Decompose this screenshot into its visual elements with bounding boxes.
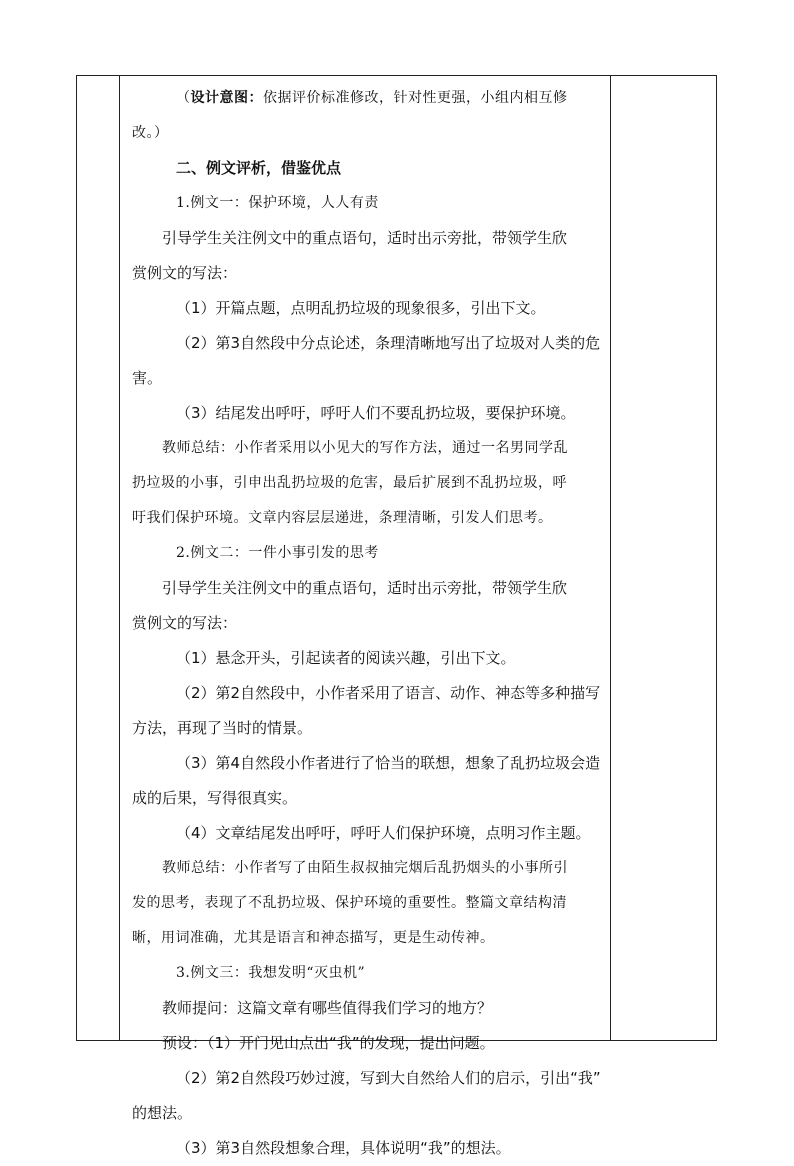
table-column-divider-right xyxy=(610,76,611,1040)
text-line: （1）悬念开头，引起读者的阅读兴趣，引出下文。 xyxy=(176,649,516,667)
text-line: 教师提问：这篇文章有哪些值得我们学习的地方？ xyxy=(162,999,493,1017)
text-line: （3）第4自然段小作者进行了恰当的联想，想象了乱扔垃圾会造 xyxy=(176,754,601,772)
text-line: 二、例文评析，借鉴优点 xyxy=(176,159,342,177)
design-intent-label: 设计意图： xyxy=(190,90,263,106)
text-line: （3）第3自然段想象合理，具体说明“我”的想法。 xyxy=(176,1139,511,1157)
text-line: （2）第2自然段巧妙过渡，写到大自然给人们的启示，引出“我” xyxy=(176,1069,601,1087)
text-line: 成的后果，写得很真实。 xyxy=(132,789,298,807)
text-line: 引导学生关注例文中的重点语句，适时出示旁批，带领学生欣 xyxy=(162,579,568,597)
text-line: 晰，用词准确，尤其是语言和神态描写，更是生动传神。 xyxy=(132,930,495,946)
text-line: 的想法。 xyxy=(132,1104,193,1122)
text-line: 2.例文二：一件小事引发的思考 xyxy=(176,545,379,561)
text-line: （4）文章结尾发出呼吁，呼吁人们保护环境，点明习作主题。 xyxy=(176,824,591,842)
text-line: 方法，再现了当时的情景。 xyxy=(132,719,313,737)
text-line: 预设：（1）开门见山点出“我”的发现，提出问题。 xyxy=(162,1034,495,1052)
text-line: （设计意图：依据评价标准修改，针对性更强，小组内相互修 xyxy=(176,90,568,106)
text-line: 吁我们保护环境。文章内容层层递进，条理清晰，引发人们思考。 xyxy=(132,510,553,526)
text-line: （3）结尾发出呼吁，呼吁人们不要乱扔垃圾，要保护环境。 xyxy=(176,404,576,422)
text-line: （1）开篇点题，点明乱扔垃圾的现象很多，引出下文。 xyxy=(176,299,546,317)
text-line: 改。） xyxy=(132,125,169,141)
text-line: 1.例文一：保护环境，人人有责 xyxy=(176,195,379,211)
text-line: 扔垃圾的小事，引申出乱扔垃圾的危害，最后扩展到不乱扔垃圾，呼 xyxy=(132,475,567,491)
text-line: 赏例文的写法： xyxy=(132,614,238,632)
text-line: 害。 xyxy=(132,369,163,387)
text-line: 引导学生关注例文中的重点语句，适时出示旁批，带领学生欣 xyxy=(162,229,568,247)
text-line: 发的思考，表现了不乱扔垃圾、保护环境的重要性。整篇文章结构清 xyxy=(132,895,567,911)
text-line: 教师总结：小作者写了由陌生叔叔抽完烟后乱扔烟头的小事所引 xyxy=(162,860,568,876)
text-line: （2）第3自然段中分点论述，条理清晰地写出了垃圾对人类的危 xyxy=(176,334,601,352)
text-line: 教师总结：小作者采用以小见大的写作方法，通过一名男同学乱 xyxy=(162,440,568,456)
text-line: 3.例文三：我想发明“灭虫机” xyxy=(176,965,366,981)
text-line: （2）第2自然段中，小作者采用了语言、动作、神态等多种描写 xyxy=(176,684,601,702)
lesson-content-cell xyxy=(118,75,609,1157)
text-line: 赏例文的写法： xyxy=(132,264,238,282)
